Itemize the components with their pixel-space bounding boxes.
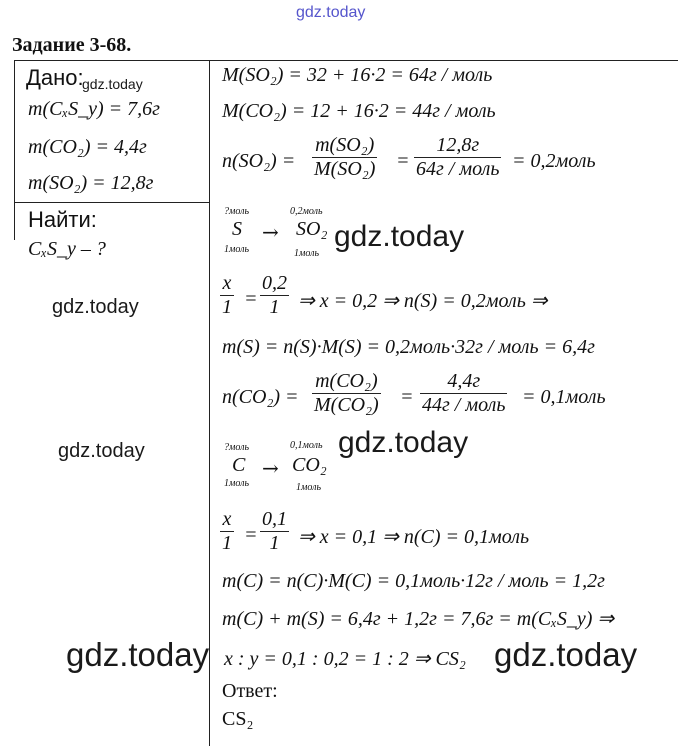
prop-s-rest: ⇒ x = 0,2 ⇒ n(S) = 0,2моль ⇒ xyxy=(298,290,548,312)
atom-ratio: x : y = 0,1 : 0,2 = 1 : 2 ⇒ CS₂ xyxy=(224,648,466,670)
n-co2-den1: M(CO₂) xyxy=(314,394,379,416)
find-header: Найти: xyxy=(28,207,97,232)
n-so2-num2: 12,8г xyxy=(436,134,480,156)
n-co2-fraction-1 xyxy=(312,370,381,417)
prop-c-fraction-1 xyxy=(220,508,234,555)
molar-mass-so2: M(SO₂) = 32 + 16·2 = 64г / моль xyxy=(222,64,493,86)
mass-c: m(C) = n(C)·M(C) = 0,1моль·12г / моль = 1,2г xyxy=(222,570,605,592)
scheme-c-bottom-left: 1моль xyxy=(224,478,250,489)
answer-label: Ответ: xyxy=(222,680,278,702)
prop-s-den1: 1 xyxy=(222,296,232,318)
n-co2-num1: m(CO₂) xyxy=(315,370,378,392)
prop-c-num1: x xyxy=(222,508,232,530)
scheme-s-bottom-left: 1моль xyxy=(224,244,250,255)
task-title: Задание 3-68. xyxy=(12,34,132,56)
n-so2-num1: m(SO₂) xyxy=(315,134,375,156)
scheme-c-right: CO₂ xyxy=(292,454,327,476)
table-column-divider xyxy=(209,60,210,746)
given-mass-so2: m(SO₂) = 12,8г xyxy=(28,172,154,194)
n-so2-den1: M(SO₂) xyxy=(314,158,376,180)
scheme-s-top-left: ?моль xyxy=(224,206,250,217)
scheme-s-right: SO₂ xyxy=(296,218,328,240)
watermark-bottom-right: gdz.today xyxy=(494,636,638,673)
scheme-c-bottom-right: 1моль xyxy=(296,482,322,493)
n-so2-lhs: n(SO₂) = xyxy=(222,150,296,172)
n-so2-den2: 64г / моль xyxy=(416,158,500,180)
watermark-left-2: gdz.today xyxy=(58,440,145,462)
n-co2-equals: = xyxy=(400,386,414,408)
find-item: CₓS_y – ? xyxy=(28,238,106,260)
mass-s: m(S) = n(S)·M(S) = 0,2моль·32г / моль = 6,4г xyxy=(222,336,595,358)
n-co2-result: = 0,1моль xyxy=(522,386,606,408)
scheme-s-top-right: 0,2моль xyxy=(290,206,323,217)
n-so2-equals: = xyxy=(396,150,410,172)
answer-value: CS₂ xyxy=(222,708,254,730)
table-given-divider xyxy=(14,202,210,203)
given-mass-co2: m(CO₂) = 4,4г xyxy=(28,136,147,158)
prop-s-num1: x xyxy=(222,272,232,294)
n-co2-lhs: n(CO₂) = xyxy=(222,386,299,408)
watermark-given: gdz.today xyxy=(82,76,143,92)
prop-c-den1: 1 xyxy=(222,532,232,554)
watermark-left-1: gdz.today xyxy=(52,296,139,318)
watermark-scheme-c: gdz.today xyxy=(338,426,469,459)
prop-s-equals: = xyxy=(244,288,258,310)
watermark-bottom-left: gdz.today xyxy=(66,636,210,673)
scheme-c-top-left: ?моль xyxy=(224,442,250,453)
prop-s-fraction-2 xyxy=(260,272,289,319)
n-so2-result: = 0,2моль xyxy=(512,150,596,172)
prop-c-equals: = xyxy=(244,524,258,546)
prop-s-num2: 0,2 xyxy=(262,272,287,294)
table-left-border xyxy=(14,60,15,240)
scheme-c-top-right: 0,1моль xyxy=(290,440,323,451)
n-co2-den2: 44г / моль xyxy=(422,394,506,416)
scheme-s-arrow: → xyxy=(262,220,279,244)
scheme-s-bottom-right: 1моль xyxy=(294,248,320,259)
prop-s-fraction-1 xyxy=(220,272,234,319)
scheme-c-left: C xyxy=(232,454,246,476)
prop-c-rest: ⇒ x = 0,1 ⇒ n(C) = 0,1моль xyxy=(298,526,530,548)
prop-c-den2: 1 xyxy=(269,532,280,554)
molar-mass-co2: M(CO₂) = 12 + 16·2 = 44г / моль xyxy=(222,100,496,122)
scheme-c-arrow: → xyxy=(262,456,279,480)
prop-c-num2: 0,1 xyxy=(262,508,287,530)
given-mass-cxsy: m(CₓS_y) = 7,6г xyxy=(28,98,160,120)
watermark-top: gdz.today xyxy=(296,4,366,21)
n-so2-fraction-1 xyxy=(312,134,377,181)
scheme-s-left: S xyxy=(232,218,242,240)
given-header: Дано: xyxy=(26,65,84,90)
n-co2-fraction-2 xyxy=(420,370,507,417)
mass-sum: m(C) + m(S) = 6,4г + 1,2г = 7,6г = m(CₓS_y) ⇒ xyxy=(222,608,615,630)
table-top-border xyxy=(14,60,678,61)
prop-c-fraction-2 xyxy=(260,508,289,555)
n-so2-fraction-2 xyxy=(414,134,501,181)
n-co2-num2: 4,4г xyxy=(447,370,481,392)
prop-s-den2: 1 xyxy=(269,296,280,318)
watermark-scheme-s: gdz.today xyxy=(334,220,465,253)
